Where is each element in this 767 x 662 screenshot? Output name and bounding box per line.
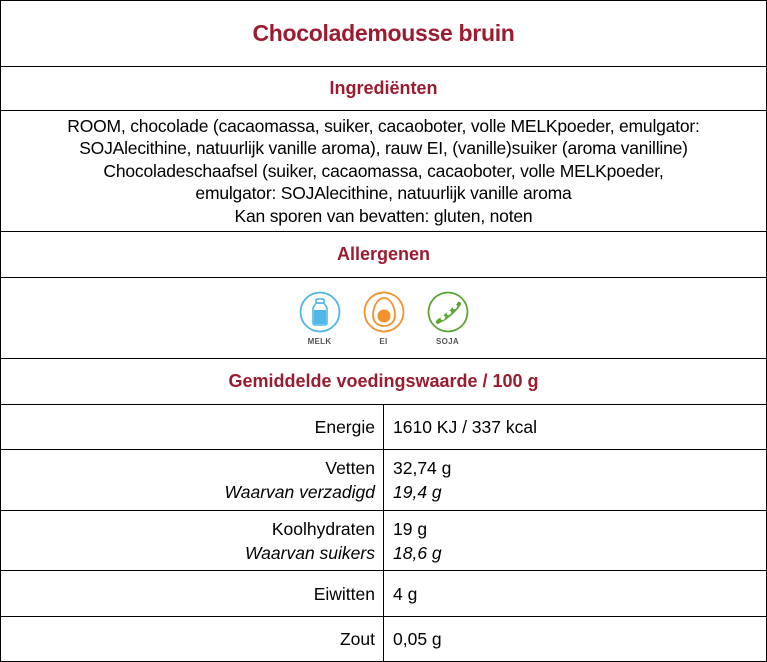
nutrition-row-koolhydraten xyxy=(1,511,766,571)
nutrient-sub-label: Waarvan verzadigd xyxy=(224,482,375,502)
ingredients-line: Chocoladeschaafsel (suiker, cacaomassa, cacaoboter, volle MELKpoeder, xyxy=(103,160,664,181)
nutrient-sub-value: 19,4 g xyxy=(393,482,442,502)
allergens-heading: Allergenen xyxy=(1,232,766,278)
nutrition-row-zout xyxy=(1,617,766,661)
nutrient-label: Vetten xyxy=(325,458,375,478)
egg-icon xyxy=(363,291,405,333)
ingredients-text xyxy=(1,111,766,232)
nutrition-row-vetten xyxy=(1,450,766,511)
allergens-icons xyxy=(1,278,766,359)
allergen-soja xyxy=(425,291,471,346)
ingredients-line: Kan sporen van bevatten: gluten, noten xyxy=(234,205,533,226)
nutrient-label: Energie xyxy=(314,417,375,437)
allergen-label: EI xyxy=(379,336,388,346)
nutrient-value: 19 g xyxy=(393,518,428,539)
nutrition-row-energie xyxy=(1,405,766,450)
milk-bottle-icon xyxy=(299,291,341,333)
ingredients-line: SOJAlecithine, natuurlijk vanille aroma), rauw EI, (vanille)suiker (aroma vanilline) xyxy=(79,138,688,159)
nutrient-sub-value: 18,6 g xyxy=(393,542,442,563)
ingredients-line: ROOM, chocolade (cacaomassa, suiker, cacaoboter, volle MELKpoeder, emulgator: xyxy=(67,115,700,136)
nutrient-value: 1610 KJ / 337 kcal xyxy=(393,417,537,437)
nutrient-label: Eiwitten xyxy=(313,583,375,604)
allergen-label: SOJA xyxy=(436,336,459,346)
nutrition-row-eiwitten xyxy=(1,571,766,617)
allergen-label: MELK xyxy=(307,336,332,346)
product-title: Chocolademousse bruin xyxy=(1,1,766,67)
nutrition-heading: Gemiddelde voedingswaarde / 100 g xyxy=(1,359,766,405)
ingredients-heading: Ingrediënten xyxy=(1,67,766,111)
nutrient-label: Zout xyxy=(339,629,375,649)
soy-bean-icon xyxy=(427,291,469,333)
allergen-ei xyxy=(361,291,407,346)
nutrient-label: Koolhydraten xyxy=(271,518,375,539)
nutrient-sub-label: Waarvan suikers xyxy=(244,542,375,563)
nutrient-value: 0,05 g xyxy=(393,629,442,649)
allergen-melk xyxy=(297,291,343,346)
ingredients-line: emulgator: SOJAlecithine, natuurlijk vanille aroma xyxy=(195,183,572,204)
nutrient-value: 4 g xyxy=(393,583,418,604)
nutrient-value: 32,74 g xyxy=(393,458,452,478)
